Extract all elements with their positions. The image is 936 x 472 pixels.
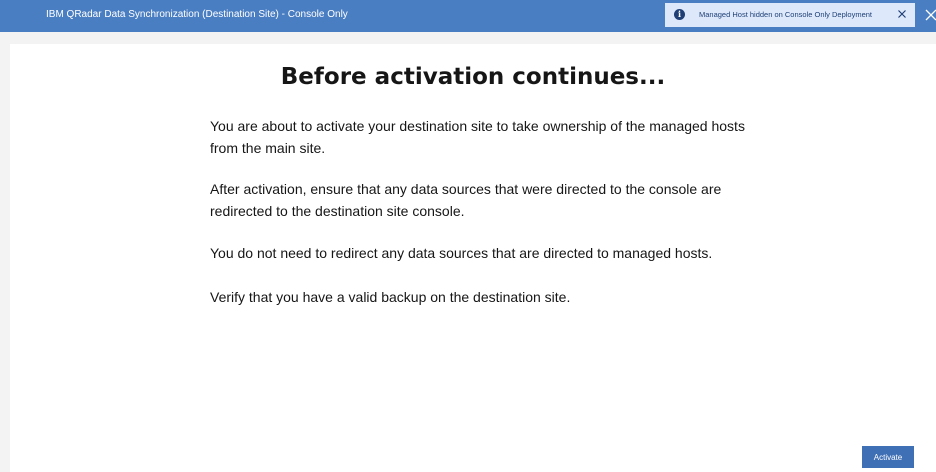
- paragraph-redirect: After activation, ensure that any data sources that were directed to the console are redirected to the destination site console.: [210, 181, 722, 219]
- paragraph-backup: Verify that you have a valid backup on the destination site.: [210, 289, 571, 305]
- activate-button[interactable]: Activate: [862, 446, 914, 468]
- top-bar: [0, 0, 936, 32]
- info-icon: i: [674, 9, 685, 20]
- paragraph-managed-hosts: You do not need to redirect any data sources that are directed to managed hosts.: [210, 245, 713, 261]
- info-notification: [665, 3, 915, 27]
- notification-message: Managed Host hidden on Console Only Deployment: [699, 10, 873, 19]
- paragraph-ownership: You are about to activate your destination site to take ownership of the managed hosts from the main site.: [210, 118, 745, 156]
- close-icon[interactable]: [896, 8, 908, 20]
- app-title: IBM QRadar Data Synchronization (Destination Site) - Console Only: [46, 9, 348, 20]
- page-title: Before activation continues...: [280, 64, 666, 90]
- close-icon[interactable]: [924, 7, 936, 23]
